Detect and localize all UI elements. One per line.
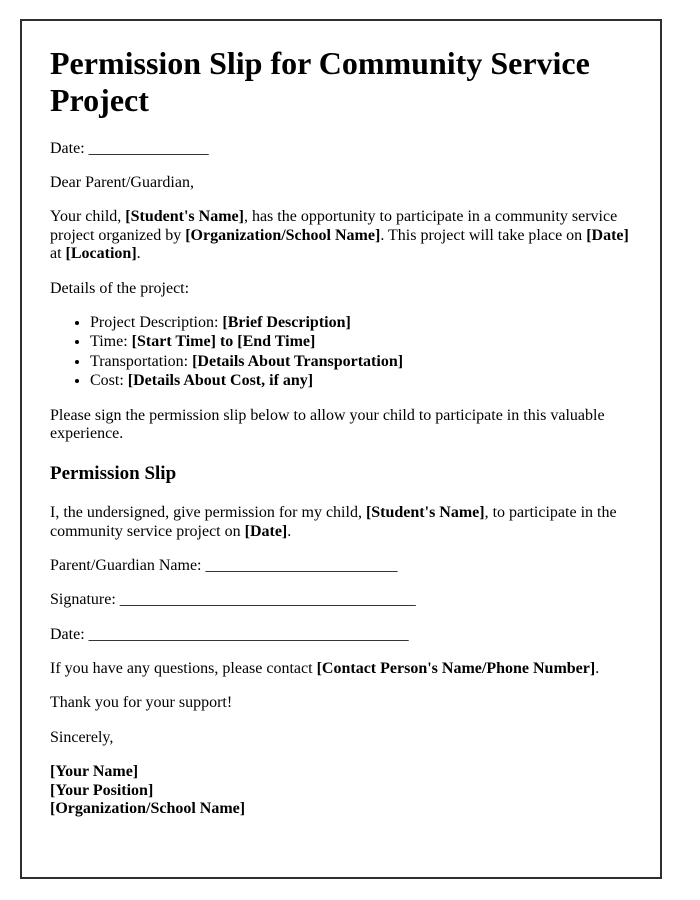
organization-placeholder: [Organization/School Name]: [185, 226, 381, 244]
signature-blank: _____________________________________: [119, 591, 416, 609]
sender-organization-placeholder: [Organization/School Name]: [50, 800, 246, 818]
contact-text: If you have any questions, please contact: [50, 660, 317, 678]
intro-text: , has the opportunity to participate in a community service project organized by: [50, 208, 618, 244]
signature-label: Signature:: [50, 591, 116, 609]
sender-position-placeholder: [Your Position]: [50, 781, 154, 799]
date-blank: ________________________________________: [88, 625, 409, 643]
detail-placeholder: [Brief Description]: [222, 313, 351, 331]
intro-text: Your child,: [50, 208, 126, 226]
parent-name-fill-line: [50, 557, 632, 575]
parent-name-label: Parent/Guardian Name:: [50, 556, 202, 574]
consent-text: I, the undersigned, give permission for my child,: [50, 504, 366, 522]
closing-paragraph: Sincerely,: [50, 728, 114, 746]
detail-label: Cost:: [90, 372, 128, 390]
salutation: Dear Parent/Guardian,: [50, 173, 194, 191]
list-item-project-description: [90, 314, 632, 332]
detail-placeholder: [Start Time] to [End Time]: [131, 333, 316, 351]
contact-paragraph: [50, 660, 632, 678]
intro-text: . This project will take place on: [380, 226, 587, 244]
permission-slip-heading: Permission Slip: [50, 463, 177, 485]
intro-paragraph: [50, 208, 632, 263]
contact-placeholder: [Contact Person's Name/Phone Number]: [316, 660, 596, 678]
detail-placeholder: [Details About Transportation]: [192, 352, 404, 370]
list-item-transportation: [90, 353, 632, 371]
list-item-time: [90, 333, 632, 351]
consent-text: .: [287, 522, 292, 540]
signature-fill-line: [50, 591, 632, 609]
student-name-placeholder: [Student's Name]: [125, 208, 244, 226]
contact-text: .: [595, 660, 600, 678]
list-item-cost: [90, 372, 632, 390]
date-blank: _______________: [88, 139, 209, 157]
consent-text: , to participate in the community service project on: [50, 504, 617, 540]
signature-block: [50, 763, 632, 818]
consent-paragraph: [50, 504, 632, 541]
date-placeholder: [Date]: [586, 226, 629, 244]
date-sign-fill-line: [50, 626, 632, 644]
document-page: [20, 19, 662, 879]
intro-text: .: [136, 245, 141, 263]
sender-name-placeholder: [Your Name]: [50, 763, 139, 781]
thanks-paragraph: Thank you for your support!: [50, 694, 233, 712]
details-heading: Details of the project:: [50, 279, 190, 297]
detail-label: Project Description:: [90, 313, 223, 331]
parent-name-blank: ________________________: [205, 556, 398, 574]
please-sign-paragraph: Please sign the permission slip below to allow your child to participate in this valuable experience.: [50, 406, 605, 442]
date-fill-line: [50, 140, 632, 158]
detail-label: Time:: [90, 333, 132, 351]
location-placeholder: [Location]: [65, 245, 137, 263]
student-name-placeholder: [Student's Name]: [365, 504, 485, 522]
detail-placeholder: [Details About Cost, if any]: [127, 372, 314, 390]
details-list: [50, 314, 632, 391]
intro-text: at: [50, 245, 66, 263]
date-label: Date:: [50, 625, 85, 643]
page-title: Permission Slip for Community Service Project: [50, 45, 590, 118]
detail-label: Transportation:: [90, 352, 193, 370]
date-placeholder: [Date]: [244, 522, 288, 540]
date-label: Date:: [50, 139, 85, 157]
